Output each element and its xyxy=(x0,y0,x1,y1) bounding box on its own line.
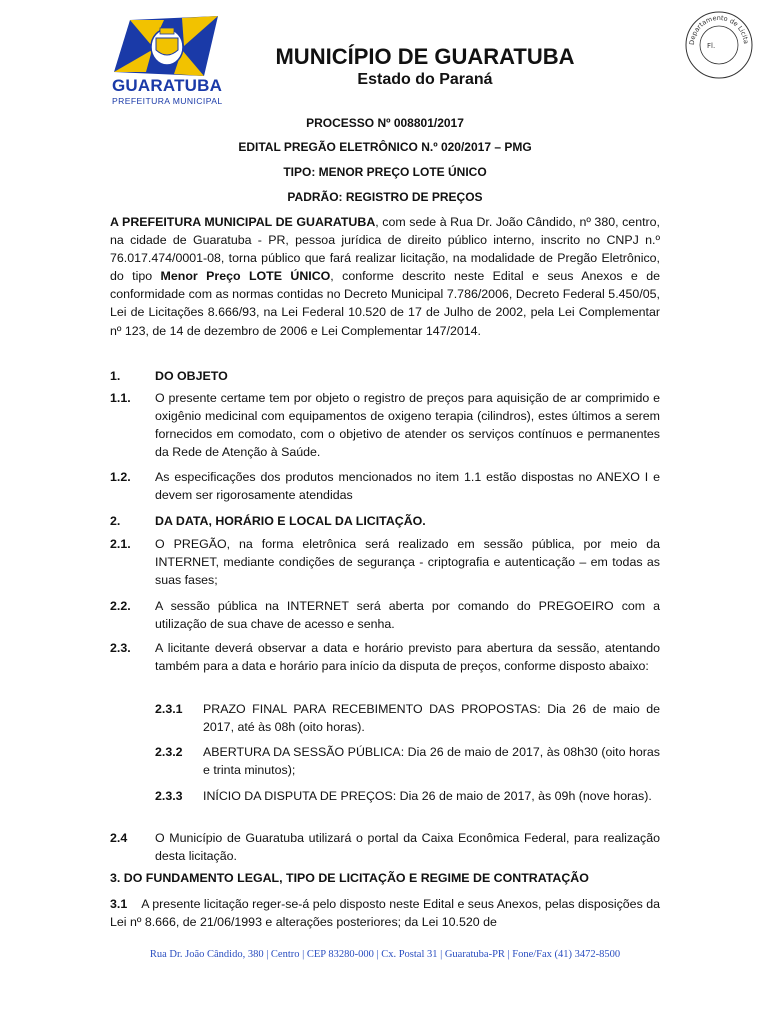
clause-text: O Município de Guaratuba utilizará o portal da Caixa Econômica Federal, para realização desta licitação. xyxy=(155,831,660,864)
logo-name: GUARATUBA xyxy=(112,76,223,95)
clause-number: 1.1. xyxy=(110,391,131,405)
clause-1-1 xyxy=(110,389,660,461)
page-footer: Rua Dr. João Cândido, 380 | Centro | CEP 83280-000 | Cx. Postal 31 | Guaratuba-PR | Fone/Fax (41) 3472-8500 xyxy=(149,949,621,960)
clause-2-3 xyxy=(110,639,660,675)
clause-number: 1.2. xyxy=(110,470,131,484)
clause-2-2 xyxy=(110,597,660,633)
intro-text-b: , conforme descrito neste Edital e seus Anexos e de conformidade com as normas contidas no Decreto Municipal 7.786/2006, Decreto Federal 5.450/05, Lei de Licitações 8.666/93, na Lei Federal 10.520 de 17 de Julho de 2002, pela Lei Complementar nº 123, de 14 de dezembro de 2006 e Lei Complementar 147/2014. xyxy=(110,269,660,338)
clause-number: 2.3.3 xyxy=(155,789,183,803)
clause-text: ABERTURA DA SESSÃO PÚBLICA: Dia 26 de maio de 2017, às 08h30 (oito horas e trinta minutos); xyxy=(203,745,660,778)
clause-2-3-1 xyxy=(155,700,660,736)
section-number: 2. xyxy=(110,514,121,528)
clause-number: 3.1 xyxy=(110,897,128,911)
clause-text: O PREGÃO, na forma eletrônica será realizado em sessão pública, por meio da INTERNET, mediante condições de segurança - criptografia e autenticação – em todas as suas fases; xyxy=(155,537,660,588)
stamp-seal-icon xyxy=(684,10,754,80)
clause-2-1 xyxy=(110,535,660,589)
flag-emblem-icon xyxy=(112,16,222,78)
padrao-line: PADRÃO: REGISTRO DE PREÇOS xyxy=(287,190,483,204)
clause-3-1 xyxy=(110,895,660,931)
clause-text: INÍCIO DA DISPUTA DE PREÇOS: Dia 26 de maio de 2017, às 09h (nove horas). xyxy=(203,789,652,803)
section-2-heading xyxy=(110,512,660,530)
section-title: DA DATA, HORÁRIO E LOCAL DA LICITAÇÃO. xyxy=(155,514,426,528)
clause-text: A sessão pública na INTERNET será aberta por comando do PREGOEIRO com a utilização de sua chave de acesso e senha. xyxy=(155,599,660,632)
clause-number: 2.3. xyxy=(110,641,131,655)
clause-text: O presente certame tem por objeto o registro de preços para aquisição de ar comprimido e oxigênio medicinal com equipamentos de oxigeno terapia (cilindros), estes últimos a serem fornecidos em comodato, com o objetivo de atender os serviços contínuos e permanentes da Rede de Atenção à Saúde. xyxy=(155,391,660,460)
stamp-text: Departamento de Licita xyxy=(687,13,751,46)
intro-bold-mid: Menor Preço LOTE ÚNICO xyxy=(160,269,331,284)
section-1-heading xyxy=(110,367,660,385)
clause-number: 2.2. xyxy=(110,599,131,613)
section-3-heading: 3. DO FUNDAMENTO LEGAL, TIPO DE LICITAÇÃO E REGIME DE CONTRATAÇÃO xyxy=(110,871,589,885)
prefeitura-logo xyxy=(108,16,230,106)
logo-subtitle: PREFEITURA MUNICIPAL xyxy=(112,96,223,106)
page-subtitle: Estado do Paraná xyxy=(357,71,493,88)
intro-bold-start: A PREFEITURA MUNICIPAL DE GUARATUBA xyxy=(110,215,376,229)
clause-2-3-2 xyxy=(155,743,660,779)
clause-number: 2.3.2 xyxy=(155,745,183,759)
intro-paragraph xyxy=(110,213,660,340)
svg-text:Departamento de Licitação xyxy=(684,10,750,45)
clause-text: A licitante deverá observar a data e horário previsto para abertura da sessão, atentando também para a data e horário para início da disputa de preços, conforme disposto abaixo: xyxy=(155,641,660,674)
clause-2-4 xyxy=(110,829,660,865)
section-number: 1. xyxy=(110,369,121,383)
clause-text: As especificações dos produtos mencionados no item 1.1 estão dispostas no ANEXO I e devem ser rigorosamente atendidas xyxy=(155,470,660,503)
intro-text-a: , com sede à Rua Dr. João Cândido, nº 380, centro, na cidade de Guaratuba - PR, pessoa jurídica de direito público interno, inscrito no CNPJ n.º 76.017.474/0001-08, torna público que fará realizar licitação, na modalidade de Pregão Eletrônico, do tipo xyxy=(110,215,660,284)
page-title: MUNICÍPIO DE GUARATUBA xyxy=(275,44,575,69)
clause-text: PRAZO FINAL PARA RECEBIMENTO DAS PROPOSTAS: Dia 26 de maio de 2017, até às 08h (oito horas). xyxy=(203,702,660,735)
section-title: DO OBJETO xyxy=(155,369,228,383)
tipo-line: TIPO: MENOR PREÇO LOTE ÚNICO xyxy=(283,165,487,179)
processo-line: PROCESSO Nº 008801/2017 xyxy=(306,116,464,130)
clause-2-3-3 xyxy=(155,787,660,805)
clause-number: 2.3.1 xyxy=(155,702,183,716)
stamp-inner-text: Fl. xyxy=(707,42,716,50)
clause-number: 2.1. xyxy=(110,537,131,551)
clause-number: 2.4 xyxy=(110,831,128,845)
clause-text: A presente licitação reger-se-á pelo disposto neste Edital e seus Anexos, pelas disposições da Lei nº 8.666, de 21/06/1993 e alterações posteriores; da Lei 10.520 de xyxy=(110,897,660,930)
clause-1-2 xyxy=(110,468,660,504)
edital-line: EDITAL PREGÃO ELETRÔNICO N.º 020/2017 – PMG xyxy=(238,140,532,154)
